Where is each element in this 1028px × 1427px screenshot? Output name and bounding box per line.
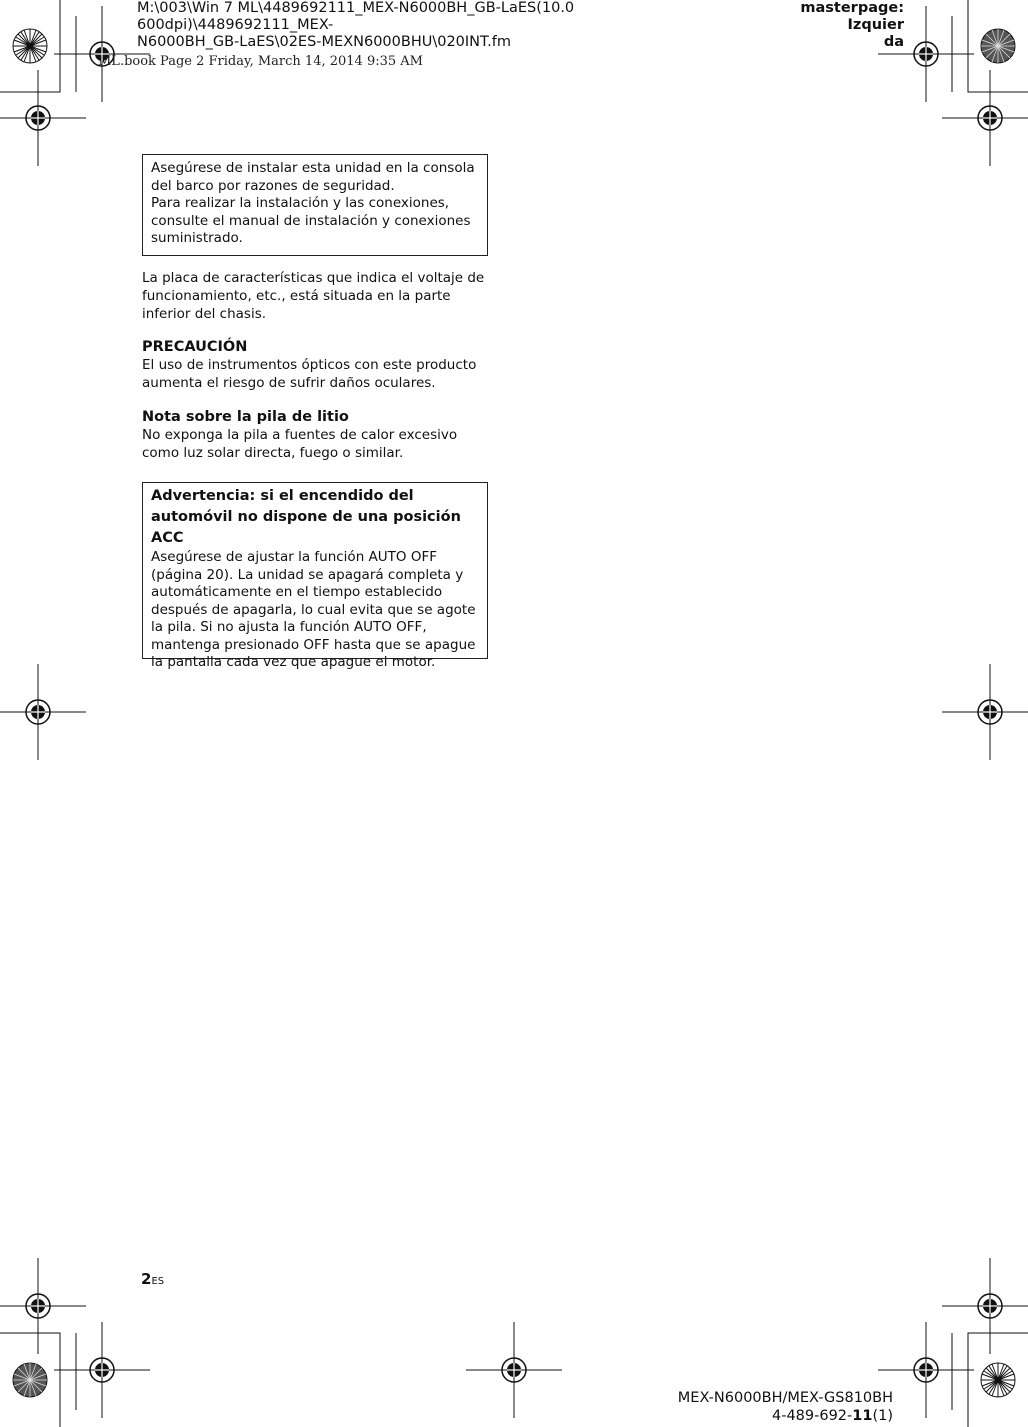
- acc-warning-heading: Advertencia: si el encendido del automóvil no dispone de una posición ACC: [151, 488, 461, 546]
- masterpage-line-2: da: [883, 34, 904, 50]
- acc-warning-text: Asegúrese de ajustar la función AUTO OFF (página 20). La unidad se apagará completa y automáticamente en el tiempo establecido después de apagarla, lo cual evita que se agote la pila. Si no ajusta la función AUTO OFF, mantenga presionado OFF hasta que se apague la pantalla cada vez que apague el motor.: [151, 549, 476, 670]
- color-target-icon: [981, 1363, 1015, 1397]
- color-target-icon: [13, 1363, 47, 1397]
- footer-code-prefix: 4-489-692-: [771, 1408, 853, 1424]
- rating-plate-text: La placa de características que indica el voltaje de funcionamiento, etc., está situada en la parte inferior del chasis.: [142, 270, 485, 322]
- battery-note-heading: Nota sobre la pila de litio: [142, 409, 349, 425]
- registration-mark-icon: [0, 1258, 86, 1354]
- page-number-suffix: ES: [151, 1276, 165, 1287]
- registration-mark-icon: [54, 1322, 150, 1418]
- registration-mark-icon: [942, 1258, 1028, 1354]
- footer-model-name: MEX-N6000BH/MEX-GS810BH: [677, 1390, 893, 1406]
- book-info-line: ML.book Page 2 Friday, March 14, 2014 9:35 AM: [98, 54, 423, 69]
- battery-note-text: No exponga la pila a fuentes de calor excesivo como luz solar directa, fuego o similar.: [142, 427, 458, 461]
- caution-text: El uso de instrumentos ópticos con este producto aumenta el riesgo de sufrir daños oculares.: [142, 357, 477, 391]
- file-path-line-1: M:\003\Win 7 ML\4489692111_MEX-N6000BH_GB-LaES(10.0 600dpi)\4489692111_MEX-: [137, 0, 575, 33]
- registration-mark-icon: [0, 70, 86, 166]
- registration-mark-icon: [54, 6, 150, 102]
- color-target-icon: [981, 29, 1015, 63]
- registration-mark-icon: [942, 70, 1028, 166]
- registration-mark-icon: [878, 6, 974, 102]
- file-path-line-2: N6000BH_GB-LaES\02ES-MEXN6000BHU\020INT.fm: [137, 34, 512, 50]
- footer-code-suffix: (1): [872, 1408, 893, 1424]
- color-target-icon: [13, 29, 47, 63]
- registration-mark-icon: [466, 1322, 562, 1418]
- masterpage-line-1: masterpage: Izquier: [800, 0, 904, 33]
- registration-mark-icon: [0, 664, 86, 760]
- installation-notice-text: Asegúrese de instalar esta unidad en la consola del barco por razones de seguridad.: [151, 160, 475, 194]
- installation-manual-text: Para realizar la instalación y las conexiones, consulte el manual de instalación y conexiones suministrado.: [151, 195, 471, 246]
- caution-heading: PRECAUCIÓN: [142, 339, 248, 355]
- registration-mark-icon: [878, 1322, 974, 1418]
- registration-mark-icon: [942, 664, 1028, 760]
- footer-code-bold: 11: [852, 1408, 873, 1424]
- page-number-value: 2: [141, 1270, 152, 1288]
